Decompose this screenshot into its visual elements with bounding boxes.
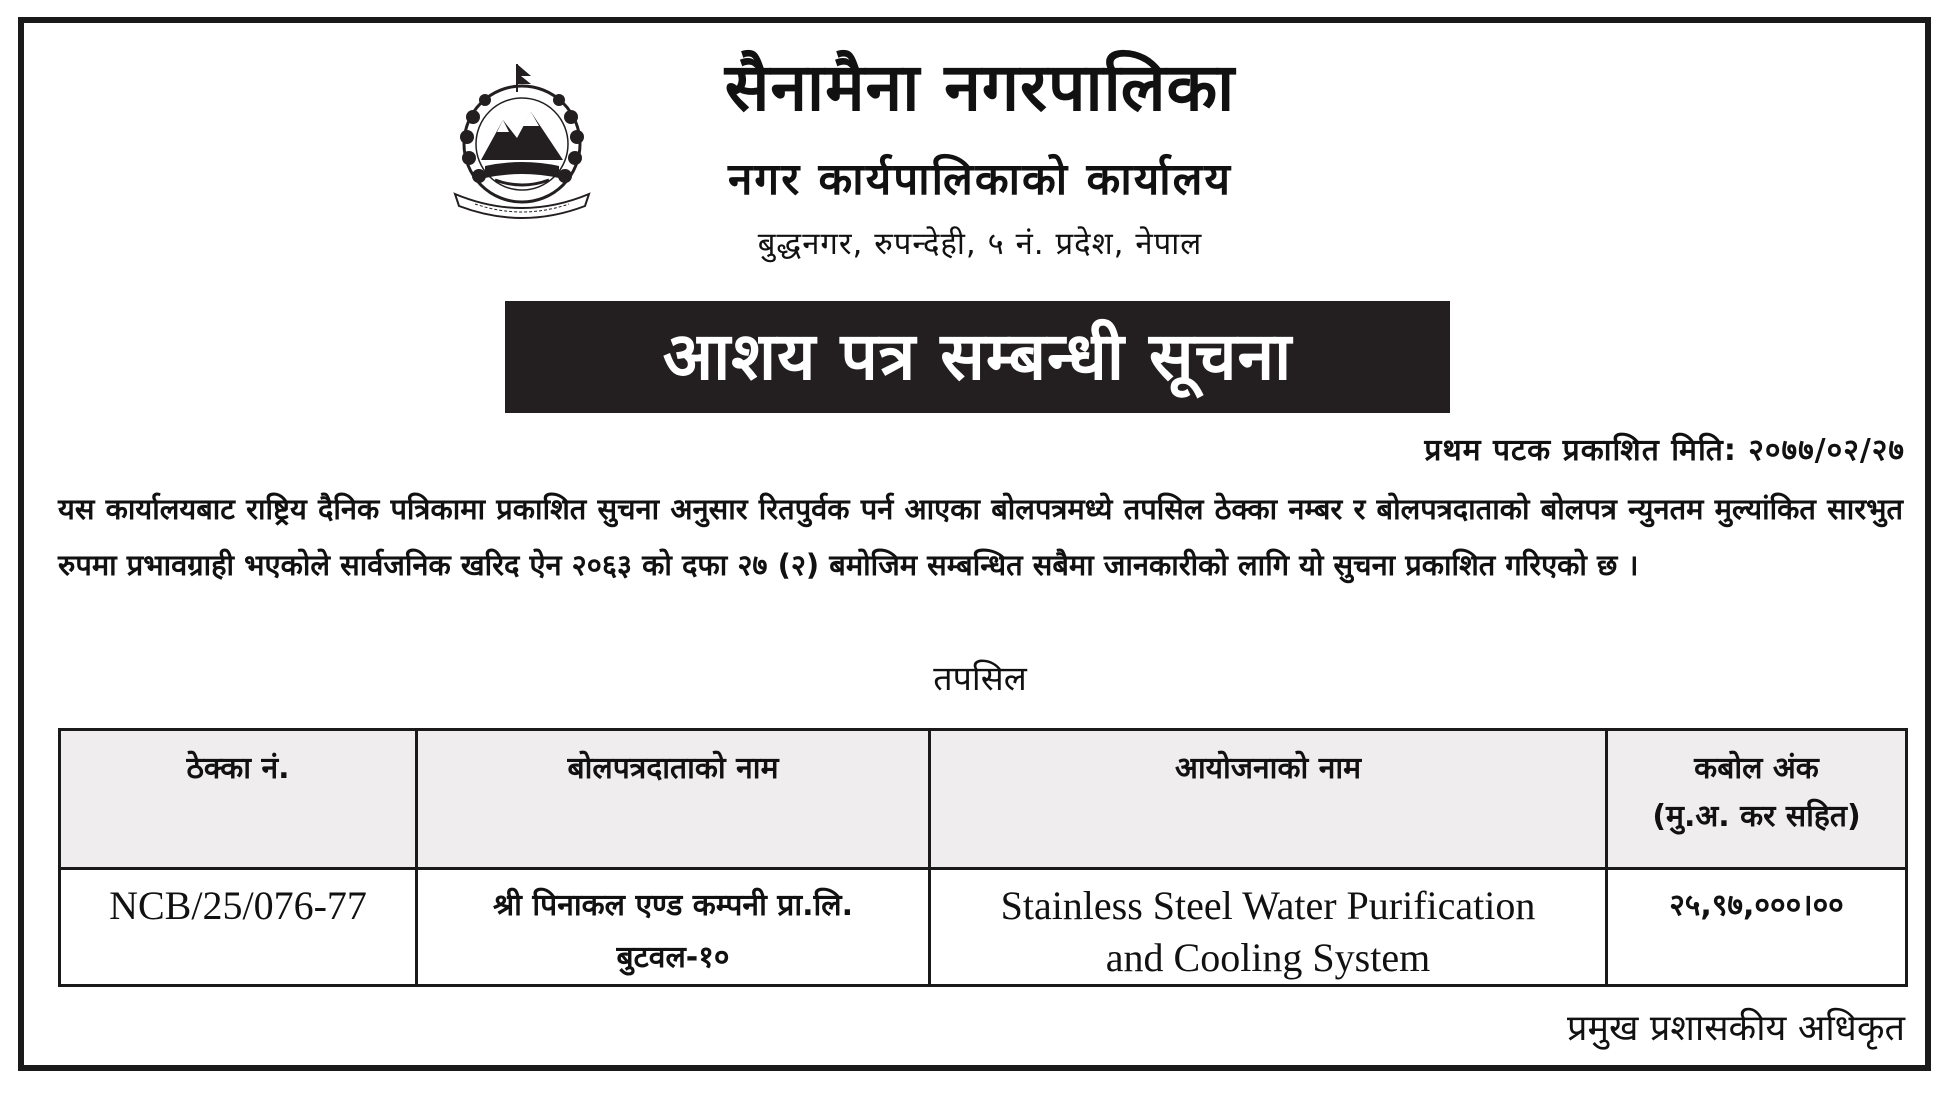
- column-header-project-name: आयोजनाको नाम: [930, 730, 1607, 869]
- notice-title-banner: आशय पत्र सम्बन्धी सूचना: [505, 301, 1450, 413]
- table-row: [60, 869, 1907, 986]
- project-name-line-2: and Cooling System: [1105, 935, 1431, 980]
- cell-bid-amount: २५,९७,०००।००: [1607, 869, 1907, 986]
- cell-project-name: [930, 869, 1607, 986]
- cell-contract-no: NCB/25/076-77: [60, 869, 417, 986]
- table-header-row: [60, 730, 1907, 869]
- bidder-address-line: बुटवल-१०: [616, 940, 730, 975]
- office-name: नगर कार्यपालिकाको कार्यालय: [728, 154, 1232, 205]
- schedule-table: [58, 728, 1908, 987]
- publication-date: प्रथम पटक प्रकाशित मिति: २०७७/०२/२७: [1424, 433, 1905, 468]
- notice-body: यस कार्यालयबाट राष्ट्रिय दैनिक पत्रिकामा प्रकाशित सुचना अनुसार रितपुर्वक पर्न आएका बोलपत्रमध्ये तपसिल ठेक्का नम्बर र बोलपत्रदाताको बोलपत्र न्युनतम मुल्यांकित सारभुत रुपमा प्रभावग्राही भएकोले सार्वजनिक खरिद ऐन २०६३ को दफा २७ (२) बमोजिम सम्बन्धित सबैमा जानकारीको लागि यो सुचना प्रकाशित गरिएको छ ।: [58, 492, 1903, 582]
- bid-amount-note: (मु.अ. कर सहित): [1652, 799, 1861, 834]
- column-header-bid-amount: [1607, 730, 1907, 869]
- nepal-government-emblem-icon: [445, 62, 599, 222]
- signatory-title: प्रमुख प्रशासकीय अधिकृत: [1567, 1008, 1905, 1049]
- cell-bidder-name: [417, 869, 930, 986]
- bidder-name-line: श्री पिनाकल एण्ड कम्पनी प्रा.लि.: [492, 888, 854, 923]
- schedule-title: तपसिल: [933, 659, 1027, 699]
- org-name: सैनामैना नगरपालिका: [724, 49, 1236, 126]
- office-address: बुद्धनगर, रुपन्देही, ५ नं. प्रदेश, नेपाल: [757, 226, 1203, 262]
- bid-amount-label: कबोल अंक: [1694, 751, 1819, 786]
- column-header-contract-no: ठेक्का नं.: [60, 730, 417, 869]
- column-header-bidder-name: बोलपत्रदाताको नाम: [417, 730, 930, 869]
- project-name-line-1: Stainless Steel Water Purification: [1000, 883, 1536, 928]
